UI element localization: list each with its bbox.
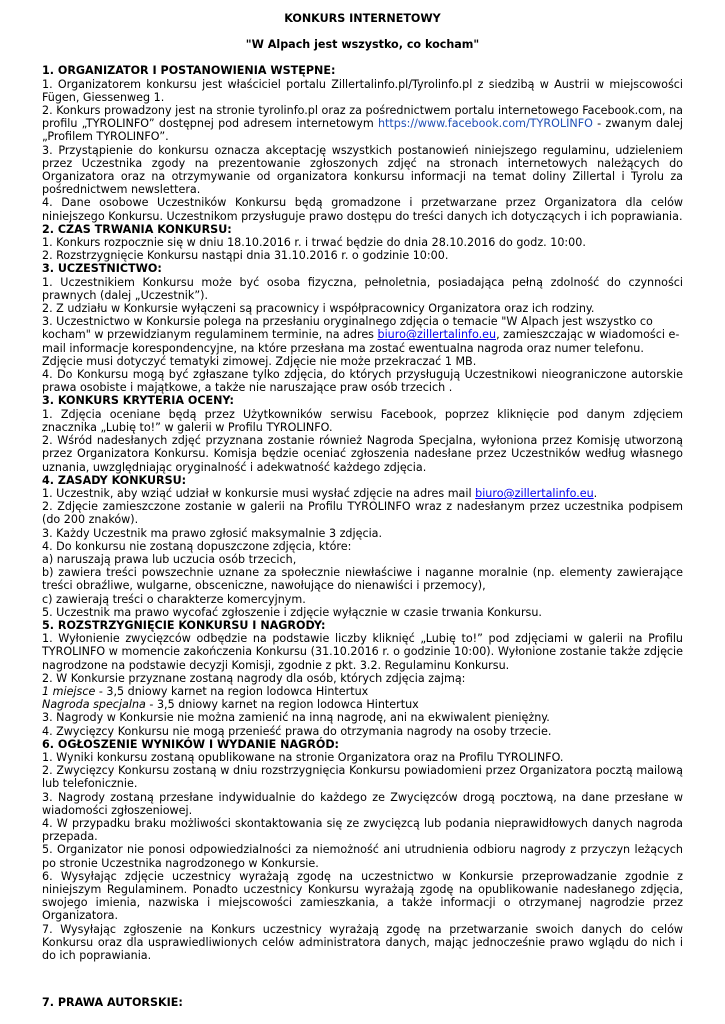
prize-text: - 3,5 dniowy karnet na region lodowca Hintertux [145, 698, 419, 712]
section-heading: 7. PRAWA AUTORSKIE: [42, 996, 183, 1010]
list-item: b) zawiera treści powszechnie uznane za społecznie niewłaściwe i naganne moralnie (np. elementy zawierające treści obraźliwe, wulgarne, obsceniczne, nawołujące do nienawiści i przemocy), [42, 566, 683, 593]
text: 2. Konkurs prowadzony jest na stronie tyrolinfo.pl oraz za pośrednictwem portalu internetowego Facebook.com, na profilu „TYROLINFO” dostępnej pod adresem internetowym [42, 104, 683, 131]
section-heading: 4. ZASADY KONKURSU: [42, 473, 187, 487]
section-rules [42, 474, 683, 619]
document-title: KONKURS INTERNETOWY [284, 12, 441, 25]
list-item: c) zawierają treści o charakterze komercyjnym. [42, 592, 306, 606]
paragraph: 1. Organizatorem konkursu jest właściciel portalu Zillertalinfo.pl/Tyrolinfo.pl z siedzibą w Austrii w miejscowości Fügen, Giessenweg 1. [42, 77, 683, 104]
email-link[interactable]: biuro@zillertalinfo.eu [475, 486, 594, 500]
text: . [593, 486, 598, 500]
paragraph: 1. Uczestnikiem Konkursu może być osoba fizyczna, pełnoletnia, posiadająca pełną zdolność do czynności prawnych (dalej „Uczestnik”). [42, 275, 683, 302]
paragraph: 2. Wśród nadesłanych zdjęć przyznana zostanie również Nagroda Specjalna, wyłoniona przez Komisję utworzoną przez Organizatora Konkursu. Komisja będzie oceniać zgłoszenia nadesłane przez Uczestników według własnego uznania, uwzględniając oryginalność i adekwatność każdego zdjęcia. [42, 434, 683, 474]
section-copyright [42, 996, 683, 1009]
paragraph: 4. W przypadku braku możliwości skontaktowania się ze zwycięzcą lub podania nieprawidłowych danych nagroda przepada. [42, 816, 683, 844]
section-results [42, 619, 683, 738]
prize-label: Nagroda specjalna [42, 698, 146, 712]
paragraph: 2. Z udziału w Konkursie wyłączeni są pracownicy i współpracownicy Organizatora oraz ich rodziny. [42, 302, 595, 316]
paragraph: 3. Nagrody zostaną przesłane indywidualnie do każdego ze Zwycięzców drogą pocztową, na dane przesłane w wiadomości zgłoszeniowej. [42, 790, 683, 817]
facebook-link[interactable]: https://www.facebook.com/TYROLINFO [378, 117, 593, 131]
section-heading: 6. OGŁOSZENIE WYNIKÓW I WYDANIE NAGRÓD: [42, 737, 340, 751]
section-heading: 3. UCZESTNICTWO: [42, 262, 162, 276]
paragraph: 7. Wysyłając zgłoszenie na Konkurs uczestnicy wyrażają zgodę na przetwarzanie swoich danych do celów Konkursu oraz dla usprawiedliwionych celów administratora danych, mając jednocześnie prawo wglądu do nich i do ich poprawiania. [42, 922, 683, 963]
paragraph: 4. Dane osobowe Uczestników Konkursu będą gromadzone i przetwarzane przez Organizatora dla celów niniejszego Konkursu. Uczestnikom przysługuje prawo dostępu do treści danych ich dotyczących i ich poprawiania. [42, 196, 683, 223]
section-announcement [42, 738, 683, 962]
section-criteria [42, 394, 683, 473]
list-item: a) naruszają prawa lub uczucia osób trzecich, [42, 552, 297, 566]
paragraph: 2. Zdjęcie zamieszczone zostanie w galerii na Profilu TYROLINFO wraz z nadesłanym przez uczestnika podpisem (do 200 znaków). [42, 500, 683, 527]
prize-item [42, 685, 683, 698]
paragraph: 4. Do konkursu nie zostaną dopuszczone zdjęcia, które: [42, 539, 352, 553]
prize-label: 1 miejsce [42, 684, 96, 698]
paragraph: 1. Konkurs rozpocznie się w dniu 18.10.2016 r. i trwać będzie do dnia 28.10.2016 do godz. 10:00. [42, 236, 586, 250]
text: 3. Uczestnictwo w Konkursie polega na przesłaniu oryginalnego zdjęcia o temacie "W Alpach jest wszystko co kocham" w przewidzianym regulaminem terminie, na adres [42, 315, 653, 342]
paragraph: 1. Wyniki konkursu zostaną opublikowane na stronie Organizatora oraz na Profilu TYROLINFO. [42, 750, 564, 764]
paragraph: 3. Każdy Uczestnik ma prawo zgłosić maksymalnie 3 zdjęcia. [42, 526, 383, 540]
text: - zwanym dalej „Profilem TYROLINFO”. [42, 117, 683, 144]
prize-item [42, 698, 683, 711]
paragraph: 2. W Konkursie przyznane zostaną nagrody dla osób, których zdjęcia zajmą: [42, 671, 466, 685]
paragraph: 5. Organizator nie ponosi odpowiedzialności za niemożność ani utrudnienia odbioru nagrody z przyczyn leżących po stronie Uczestnika nagrodzonego w Konkursie. [42, 843, 683, 870]
section-heading: 3. KONKURS KRYTERIA OCENY: [42, 394, 234, 408]
paragraph [42, 315, 683, 355]
paragraph: 4. Zwycięzcy Konkursu nie mogą przenieść prawa do otrzymania nagrody na osoby trzecie. [42, 724, 552, 738]
section-duration [42, 223, 683, 263]
paragraph: Zdjęcie musi dotyczyć tematyki zimowej. Zdjęcie nie może przekraczać 1 MB. [42, 354, 477, 368]
spacer [42, 962, 683, 996]
section-heading: 2. CZAS TRWANIA KONKURSU: [42, 222, 232, 236]
paragraph: 5. Uczestnik ma prawo wycofać zgłoszenie i zdjęcie wyłącznie w czasie trwania Konkursu. [42, 605, 542, 619]
paragraph [42, 487, 683, 500]
paragraph: 1. Wyłonienie zwycięzców odbędzie na podstawie liczby kliknięć „Lubię to!” pod zdjęciami w galerii na Profilu TYROLINFO w momencie zakończenia Konkursu (31.10.2016 r. o godzinie 10:00). Wyłonione zostanie także zdjęcie nagrodzone na podstawie decyzji Komisji, zgodnie z pkt. 3.2. Regulaminu Konkursu. [42, 632, 683, 672]
email-link[interactable]: biuro@zillertalinfo.eu [377, 328, 497, 342]
document-subtitle: "W Alpach jest wszystko, co kocham" [245, 38, 480, 52]
section-heading: 1. ORGANIZATOR I POSTANOWIENIA WSTĘPNE: [42, 64, 336, 78]
paragraph: 1. Zdjęcia oceniane będą przez Użytkowników serwisu Facebook, poprzez kliknięcie pod danym zdjęciem znacznika „Lubię to!” w galerii w Profilu TYROLINFO. [42, 407, 683, 434]
text: , zamieszczając w wiadomości e-mail informacje korespondencyjne, na które przesłana ma zostać ewentualna nagroda oraz numer telefonu. [42, 328, 680, 355]
section-heading: 5. ROZSTRZYGNIĘCIE KONKURSU I NAGRODY: [42, 618, 326, 632]
section-organizer [42, 64, 683, 222]
section-participation [42, 262, 683, 394]
paragraph: 2. Zwycięzcy Konkursu zostaną w dniu rozstrzygnięcia Konkursu powiadomieni przez Organizatora pocztą mailową lub telefonicznie. [42, 764, 683, 791]
paragraph: 3. Przystąpienie do konkursu oznacza akceptację wszystkich postanowień niniejszego regulaminu, udzieleniem przez Uczestnika zgody na prezentowanie zgłoszonych zdjęć na stronach internetowych należących do Organizatora oraz na otrzymywanie od organizatora konkursu informacji na temat doliny Zillertal i Tyrolu za pośrednictwem newslettera. [42, 143, 683, 197]
paragraph: 4. Do Konkursu mogą być zgłaszane tylko zdjęcia, do których przysługują Uczestnikowi nieograniczone autorskie prawa osobiste i majątkowe, a także nie naruszające praw osób trzecich . [42, 368, 683, 395]
paragraph: 6. Wysyłając zdjęcie uczestnicy wyrażają zgodę na uczestnictwo w Konkursie przeprowadzanie zgodnie z niniejszym Regulaminem. Ponadto uczestnicy Konkursu wyrażają zgodę na opublikowanie nadesłanego zdjęcia, swojego imienia, nazwiska i miejscowości zamieszkania, a także informacji o otrzymanej nagrodzie przez Organizatora. [42, 869, 683, 923]
prize-text: - 3,5 dniowy karnet na region lodowca Hintertux [95, 684, 369, 698]
text: 1. Uczestnik, aby wziąć udział w konkursie musi wysłać zdjęcie na adres mail [42, 486, 476, 500]
paragraph [42, 104, 683, 144]
paragraph: 3. Nagrody w Konkursie nie można zamienić na inną nagrodę, ani na ekwiwalent pieniężny. [42, 711, 550, 725]
paragraph: 2. Rozstrzygnięcie Konkursu nastąpi dnia 31.10.2016 r. o godzinie 10:00. [42, 249, 449, 263]
